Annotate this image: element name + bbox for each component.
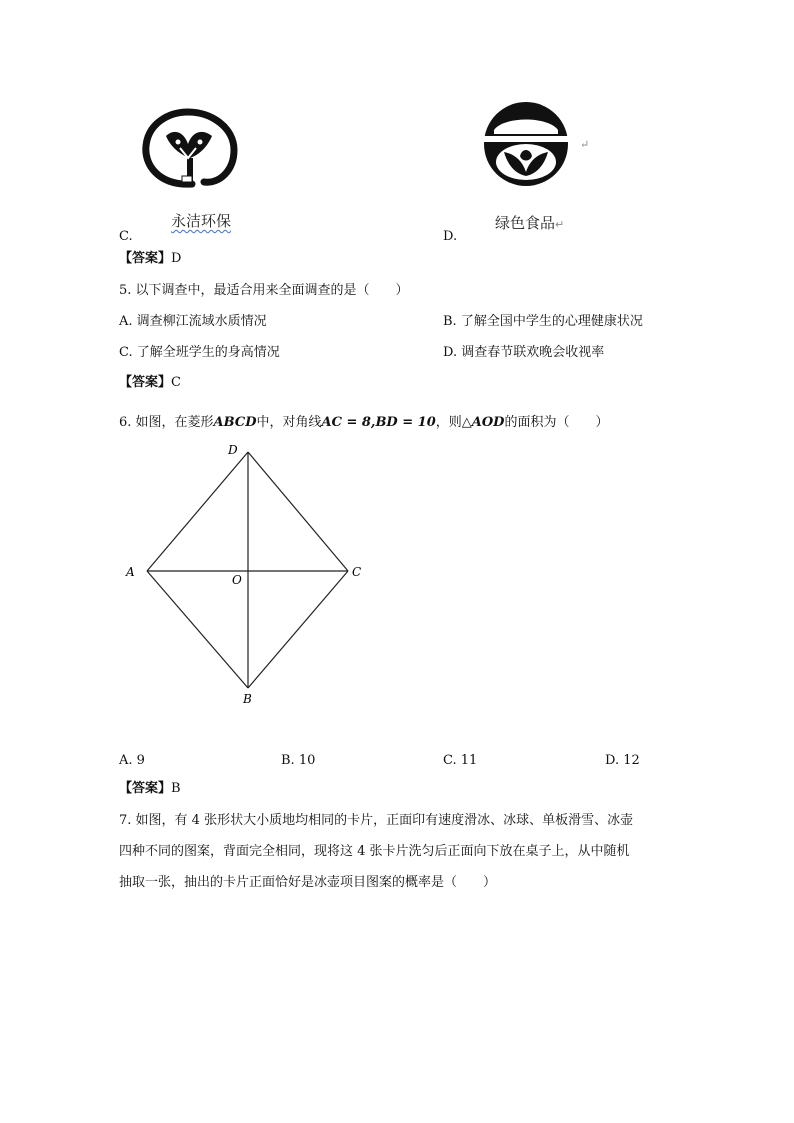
q5-option-c: C. 了解全班学生的身高情况 xyxy=(119,345,280,360)
edge-cb xyxy=(248,571,348,688)
yongjie-logo-icon xyxy=(140,106,240,192)
rhombus-figure xyxy=(118,438,378,710)
q5-option-a: A. 调查柳江流域水质情况 xyxy=(119,314,267,329)
q6-option-b: B. 10 xyxy=(281,753,316,768)
logo-c-caption: 永洁环保 xyxy=(171,212,232,230)
option-c-label: C. xyxy=(119,229,133,244)
vertex-a-label: A xyxy=(126,565,135,579)
edge-da xyxy=(147,452,248,571)
vertex-d-label: D xyxy=(228,443,238,457)
q6-stem xyxy=(119,414,608,432)
q6-option-a: A. 9 xyxy=(119,753,145,768)
q5-option-d: D. 调查春节联欢晚会收视率 xyxy=(443,345,605,360)
q7-line-1: 7. 如图，有 4 张形状大小质地均相同的卡片，正面印有速度滑冰、冰球、单板滑雪、冰壶 xyxy=(119,813,634,828)
vertex-c-label: C xyxy=(352,565,362,579)
logo-d-caption xyxy=(495,212,564,233)
edge-ab xyxy=(147,571,248,688)
answer-value: C xyxy=(171,375,181,390)
edge-dc xyxy=(248,452,348,571)
q7-line-3: 抽取一张，抽出的卡片正面恰好是冰壶项目图案的概率是（ ） xyxy=(119,875,497,890)
answer-q5 xyxy=(119,374,181,392)
green-food-logo-icon xyxy=(474,98,578,190)
logo-green-food xyxy=(474,98,578,190)
q6-diagonals: AC = 8,BD = 10 xyxy=(321,415,436,430)
q6-stem-mid2: ，则 xyxy=(435,415,462,430)
answer-label: 【答案】 xyxy=(119,251,172,266)
vertex-b-label: B xyxy=(243,692,252,706)
q6-triangle: △AOD xyxy=(461,415,505,430)
q6-option-d: D. 12 xyxy=(605,753,640,768)
q6-rhombus: ABCD xyxy=(213,415,257,430)
q7-line-2: 四种不同的图案，背面完全相同，现将这 4 张卡片洗匀后正面向下放在桌子上，从中随机 xyxy=(119,844,630,859)
center-o-label: O xyxy=(232,573,242,587)
q6-stem-post: 的面积为（ ） xyxy=(504,415,609,430)
option-d-label: D. xyxy=(443,229,458,244)
q6-stem-mid: 中，对角线 xyxy=(256,415,322,430)
answer-value: B xyxy=(171,781,181,796)
logo-yongjie xyxy=(140,106,240,192)
answer-value: D xyxy=(171,251,182,266)
logo-d-caption-text: 绿色食品 xyxy=(495,214,556,232)
q6-stem-pre: 6. 如图，在菱形 xyxy=(119,415,214,430)
return-mark-2: ↵ xyxy=(555,218,565,231)
q5-option-b: B. 了解全国中学生的心理健康状况 xyxy=(443,314,643,329)
q6-option-c: C. 11 xyxy=(443,753,478,768)
answer-label: 【答案】 xyxy=(119,781,172,796)
answer-q4 xyxy=(119,250,181,268)
answer-label: 【答案】 xyxy=(119,375,172,390)
return-mark: ↵ xyxy=(580,138,590,151)
q5-stem: 5. 以下调查中，最适合用来全面调查的是（ ） xyxy=(119,283,409,298)
answer-q6 xyxy=(119,780,181,798)
